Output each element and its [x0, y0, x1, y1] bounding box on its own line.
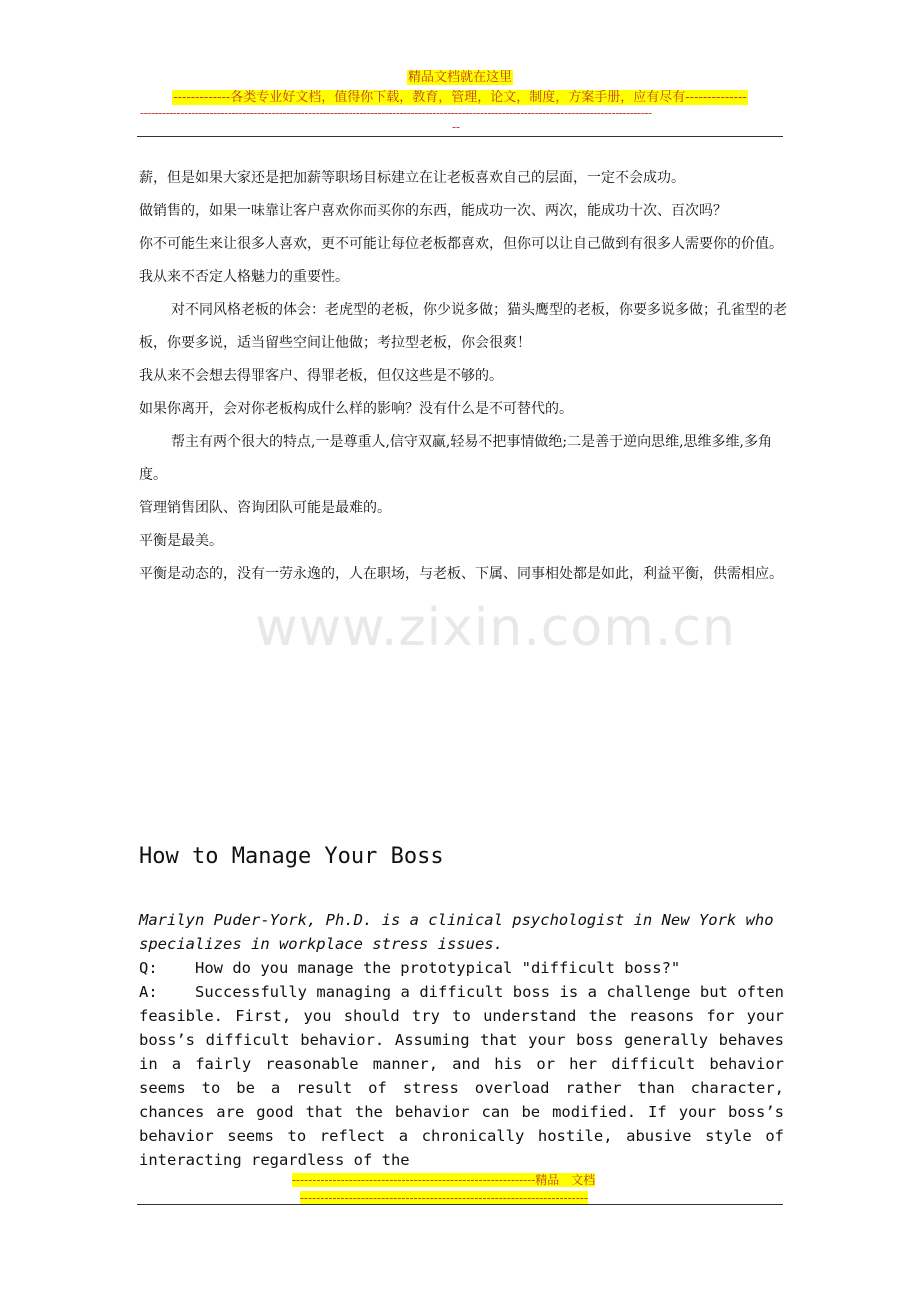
- watermark: www.zixin.com.cn: [255, 598, 736, 658]
- header-title: [0, 66, 920, 86]
- chinese-body: [139, 162, 789, 591]
- header-title-text: 精品文档就在这里: [407, 70, 512, 85]
- paragraph: 你不可能生来让很多人喜欢，更不可能让每位老板都喜欢，但你可以让自己做到有很多人需要你的价值。: [139, 236, 783, 252]
- answer-paragraph: [139, 980, 784, 1172]
- paragraph: 如果你离开，会对你老板构成什么样的影响？没有什么是不可替代的。: [139, 401, 573, 417]
- question-text: How do you manage the prototypical "difficult boss?": [195, 959, 681, 977]
- paragraph: 管理销售团队、咨询团队可能是最难的。: [139, 500, 391, 516]
- question-tag: Q:: [139, 959, 158, 977]
- answer-text: Successfully managing a difficult boss is a challenge but often feasible. First, you should try to understand the reasons for your boss’s difficult behavior. Assuming that your boss generally behaves in a fairly reasonable manner, and his or her difficult behavior seems to be a result of stress overload rather than character, chances are good that the behavior can be modified. If your boss’s behavior seems to reflect a chronically hostile, abusive style of interacting regardless of the: [139, 983, 784, 1169]
- paragraph: 平衡是最美。: [139, 533, 223, 549]
- paragraph: 薪，但是如果大家还是把加薪等职场目标建立在让老板喜欢自己的层面，一定不会成功。: [139, 170, 685, 186]
- header-dash-line: --------------------------------------------------------------------------------------------------------------------------------------------: [140, 106, 652, 120]
- footer-line-1-text: ------------------------------------------------------------精品 文档: [292, 1173, 596, 1187]
- article-title: How to Manage Your Boss: [139, 844, 444, 869]
- question-line: [139, 956, 784, 980]
- paragraph: 对不同风格老板的体会：老虎型的老板，你少说多做；猫头鹰型的老板，你要多说多做；孔雀型的老板，你要多说，适当留些空间让他做；考拉型老板，你会很爽！: [139, 302, 787, 351]
- header-dash-tail: --: [452, 120, 461, 134]
- header-subtitle: [0, 86, 920, 106]
- article-qa: [139, 956, 784, 1172]
- paragraph: 我从来不否定人格魅力的重要性。: [139, 269, 349, 285]
- answer-tag: A:: [139, 983, 158, 1001]
- article-intro: [139, 908, 784, 956]
- intro-text: Marilyn Puder-York, Ph.D. is a clinical psychologist in New York who specializes in workplace stress issues.: [139, 911, 774, 953]
- paragraph: 我从来不会想去得罪客户、得罪老板，但仅这些是不够的。: [139, 368, 503, 384]
- footer-rule: [137, 1204, 783, 1205]
- header-rule: [137, 136, 783, 137]
- paragraph: 帮主有两个很大的特点,一是尊重人,信守双赢,轻易不把事情做绝;二是善于逆向思维,思维多维,多角度。: [139, 434, 772, 483]
- paragraph: 平衡是动态的，没有一劳永逸的，人在职场，与老板、下属、同事相处都是如此，利益平衡，供需相应。: [139, 566, 783, 582]
- footer-line-1: [292, 1169, 595, 1188]
- paragraph: 做销售的，如果一味靠让客户喜欢你而买你的东西，能成功一次、两次，能成功十次、百次吗？: [139, 203, 727, 219]
- footer-line-2-text: -----------------------------------------------------------------------: [300, 1191, 588, 1205]
- header-subtitle-text: -------------各类专业好文档，值得你下载，教育，管理，论文，制度，方案手册，应有尽有--------------: [173, 90, 747, 105]
